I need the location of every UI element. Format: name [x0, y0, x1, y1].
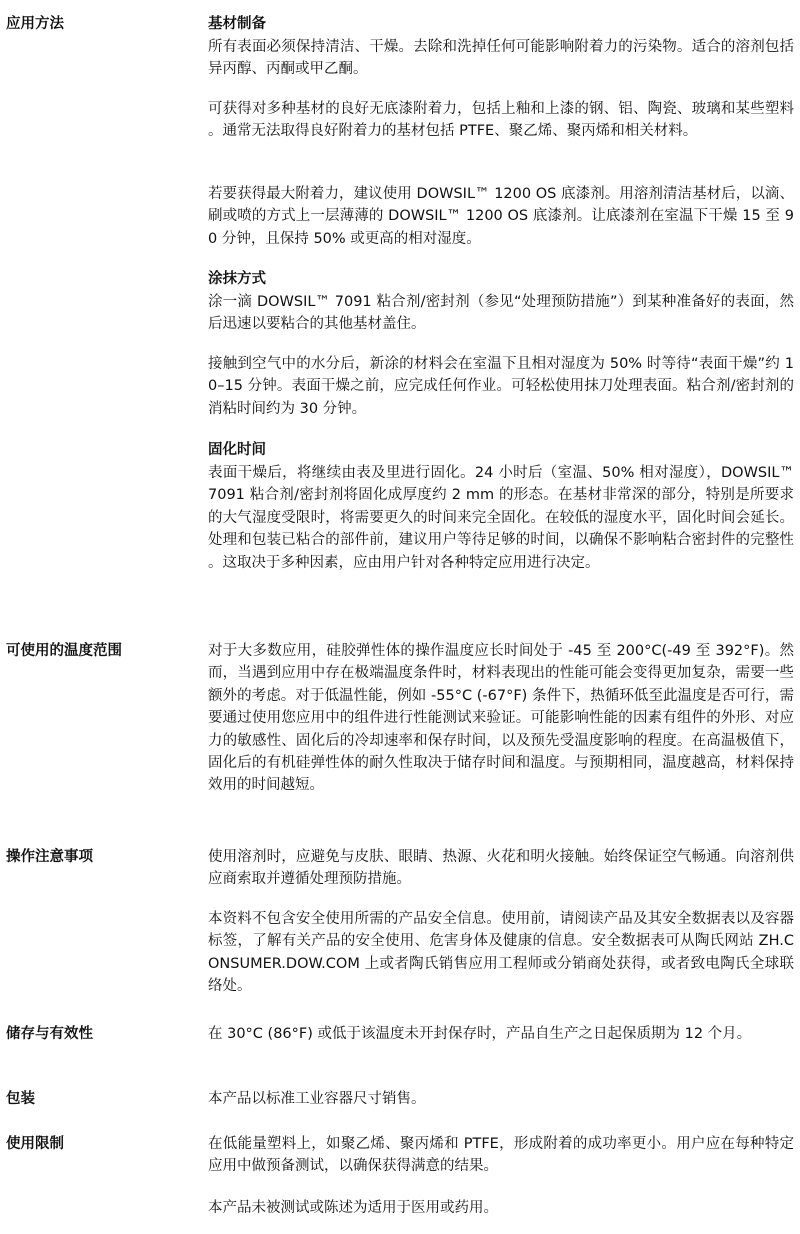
paragraph-limitations-2: 本产品未被测试或陈述为适用于医用或药用。 [208, 1200, 498, 1216]
section-label-limitations: 使用限制 [6, 1136, 64, 1152]
paragraph-cure-1: 表面干燥后，将继续由表及里进行固化。24 小时后（室温、50% 相对湿度），DOWSIL™ 7091 粘合剂/密封剂将固化成厚度约 2 mm 的形态。在基材非常深的部分，特别是所要求的大气湿度受限时，将需要更久的时间来完全固化。在较低的湿度水平，固化时间会延长。处理和包装已粘合的部件前，建议用户等待足够的时间，以确保不影响粘合密封件的完整性。这取决于多种因素，应由用户针对各种特定应用进行决定。 [208, 465, 794, 571]
section-label-packaging: 包装 [6, 1091, 35, 1107]
paragraph-handling-1: 使用溶剂时，应避免与皮肤、眼睛、热源、火花和明火接触。始终保证空气畅通。向溶剂供应商索取并遵循处理预防措施。 [208, 849, 794, 888]
subheading-substrate-prep: 基材制备 [208, 16, 266, 32]
paragraph-substrate-3: 若要获得最大附着力，建议使用 DOWSIL™ 1200 OS 底漆剂。用溶剂清洁基材后，以滴、刷或喷的方式上一层薄薄的 DOWSIL™ 1200 OS 底漆剂。让底漆剂在室温下干燥 15 至 90 分钟，且保持 50% 或更高的相对湿度。 [208, 186, 794, 247]
paragraph-method-1: 涂一滴 DOWSIL™ 7091 粘合剂/密封剂（参见“处理预防措施”）到某种准备好的表面，然后迅速以要粘合的其他基材盖住。 [208, 294, 794, 333]
section-label-storage: 储存与有效性 [6, 1026, 93, 1042]
paragraph-storage-1: 在 30°C (86°F) 或低于该温度未开封保存时，产品自生产之日起保质期为 12 个月。 [208, 1026, 752, 1042]
paragraph-limitations-1: 在低能量塑料上，如聚乙烯、聚丙烯和 PTFE，形成附着的成功率更小。用户应在每种特定应用中做预备测试，以确保获得满意的结果。 [208, 1136, 794, 1175]
paragraph-handling-2: 本资料不包含安全使用所需的产品安全信息。使用前，请阅读产品及其安全数据表以及容器标签，了解有关产品的安全使用、危害身体及健康的信息。安全数据表可从陶氏网站 ZH.CONSUMER.DOW.COM 上或者陶氏销售应用工程师或分销商处获得，或者致电陶氏全球联络处。 [208, 911, 794, 995]
paragraph-substrate-2: 可获得对多种基材的良好无底漆附着力，包括上釉和上漆的钢、铝、陶瓷、玻璃和某些塑料。通常无法取得良好附着力的基材包括 PTFE、聚乙烯、聚丙烯和相关材料。 [208, 101, 794, 140]
paragraph-method-2: 接触到空气中的水分后，新涂的材料会在室温下且相对湿度为 50% 时等待“表面干燥”约 10–15 分钟。表面干燥之前，应完成任何作业。可轻松使用抹刀处理表面。粘合剂/密封剂的消粘时间约为 30 分钟。 [208, 356, 794, 417]
section-label-application: 应用方法 [6, 16, 64, 32]
section-label-handling: 操作注意事项 [6, 849, 93, 865]
subheading-cure-time: 固化时间 [208, 442, 266, 458]
paragraph-packaging-1: 本产品以标准工业容器尺寸销售。 [208, 1091, 426, 1107]
paragraph-substrate-1: 所有表面必须保持清洁、干燥。去除和洗掉任何可能影响附着力的污染物。适合的溶剂包括异丙醇、丙酮或甲乙酮。 [208, 39, 794, 78]
paragraph-temperature-1: 对于大多数应用，硅胶弹性体的操作温度应长时间处于 -45 至 200°C(-49 至 392°F)。然而，当遇到应用中存在极端温度条件时，材料表现出的性能可能会变得更加复杂，需要一些额外的考虑。对于低温性能，例如 -55°C (-67°F) 条件下，热循环低至此温度是否可行，需要通过使用您应用中的组件进行性能测试来验证。可能影响性能的因素有组件的外形、对应力的敏感性、固化后的冷却速率和保存时间，以及预先受温度影响的程度。在高温极值下，固化后的有机硅弹性体的耐久性取决于储存时间和温度。与预期相同，温度越高，材料保持效用的时间越短。 [208, 643, 794, 794]
section-label-temperature: 可使用的温度范围 [6, 643, 122, 659]
subheading-application-method: 涂抹方式 [208, 271, 266, 287]
